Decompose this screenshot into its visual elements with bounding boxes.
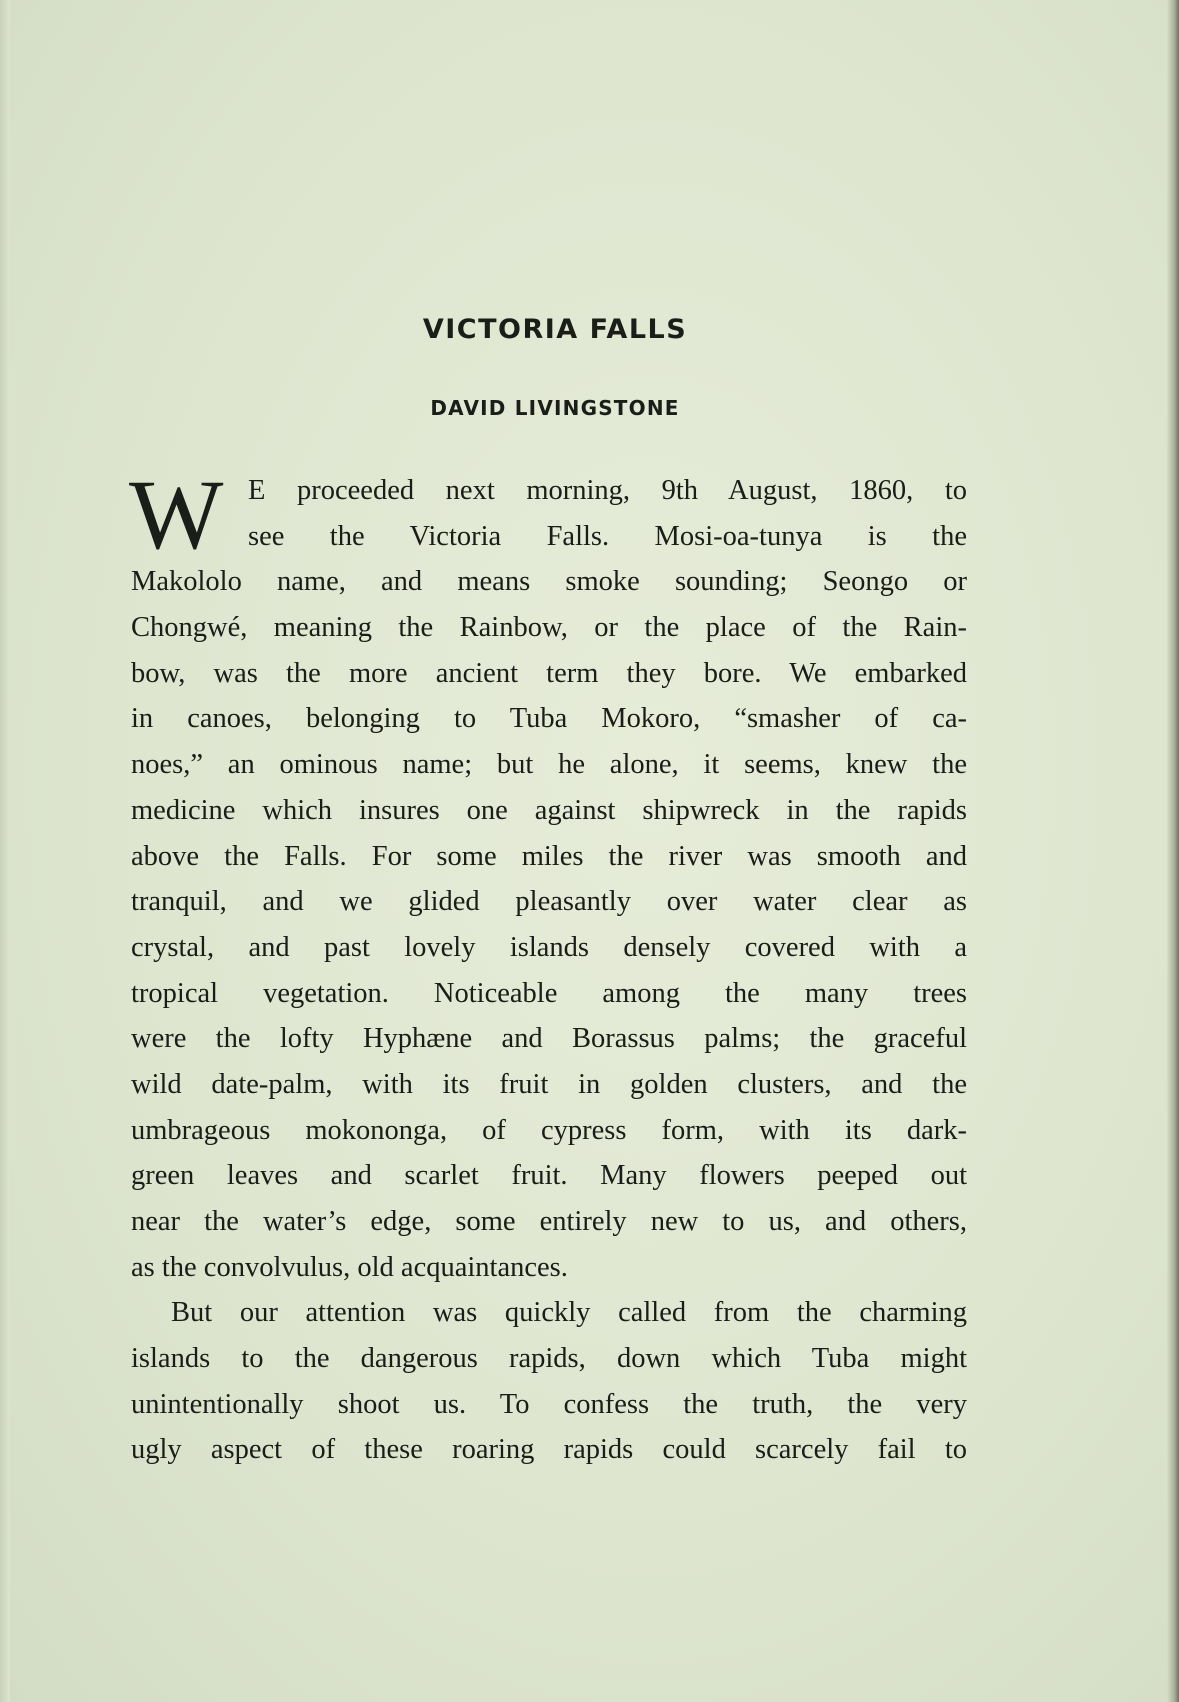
body-text xyxy=(129,459,967,1473)
text-line: near the water’s edge, some entirely new to us, and others, xyxy=(131,1206,967,1237)
text-line: E proceeded next morning, 9th August, 1860, to xyxy=(248,475,967,506)
text-line: tropical vegetation. Noticeable among the many trees xyxy=(131,977,967,1009)
text-line: medicine which insures one against shipwreck in the rapids xyxy=(131,794,967,826)
text-line: noes,” an ominous name; but he alone, it seems, knew the xyxy=(131,749,967,781)
text-line: umbrageous mokononga, of cypress form, with its dark- xyxy=(131,1114,967,1146)
page-title: VICTORIA FALLS xyxy=(422,314,688,345)
text-line: see the Victoria Falls. Mosi-oa-tunya is the xyxy=(248,520,967,552)
text-line: as the convolvulus, old acquaintances. xyxy=(131,1251,568,1283)
author-name: DAVID LIVINGSTONE xyxy=(430,396,680,420)
text-line: wild date-palm, with its fruit in golden clusters, and the xyxy=(131,1068,967,1100)
text-line: were the lofty Hyphæne and Borassus palms; the graceful xyxy=(131,1023,967,1055)
text-line: Chongwé, meaning the Rainbow, or the place of the Rain- xyxy=(131,612,967,644)
page-edge-right xyxy=(1167,0,1179,1702)
text-line: Makololo name, and means smoke sounding; Seongo or xyxy=(131,566,967,598)
text-line: above the Falls. For some miles the river was smooth and xyxy=(131,840,967,872)
text-line: But our attention was quickly called from the charming xyxy=(171,1297,967,1329)
text-line: bow, was the more ancient term they bore. We embarked xyxy=(131,657,967,689)
text-line: islands to the dangerous rapids, down which Tuba might xyxy=(131,1343,967,1375)
text-line: tranquil, and we glided pleasantly over water clear as xyxy=(131,886,967,918)
page-edge-left xyxy=(0,0,10,1702)
text-line: unintentionally shoot us. To confess the truth, the very xyxy=(131,1388,967,1420)
drop-cap: W xyxy=(129,459,224,570)
text-line: green leaves and scarlet fruit. Many flowers peeped out xyxy=(131,1160,967,1192)
text-line: in canoes, belonging to Tuba Mokoro, “smasher of ca- xyxy=(131,703,967,735)
text-line: crystal, and past lovely islands densely covered with a xyxy=(131,931,967,963)
text-line: ugly aspect of these roaring rapids could scarcely fail to xyxy=(131,1434,967,1466)
